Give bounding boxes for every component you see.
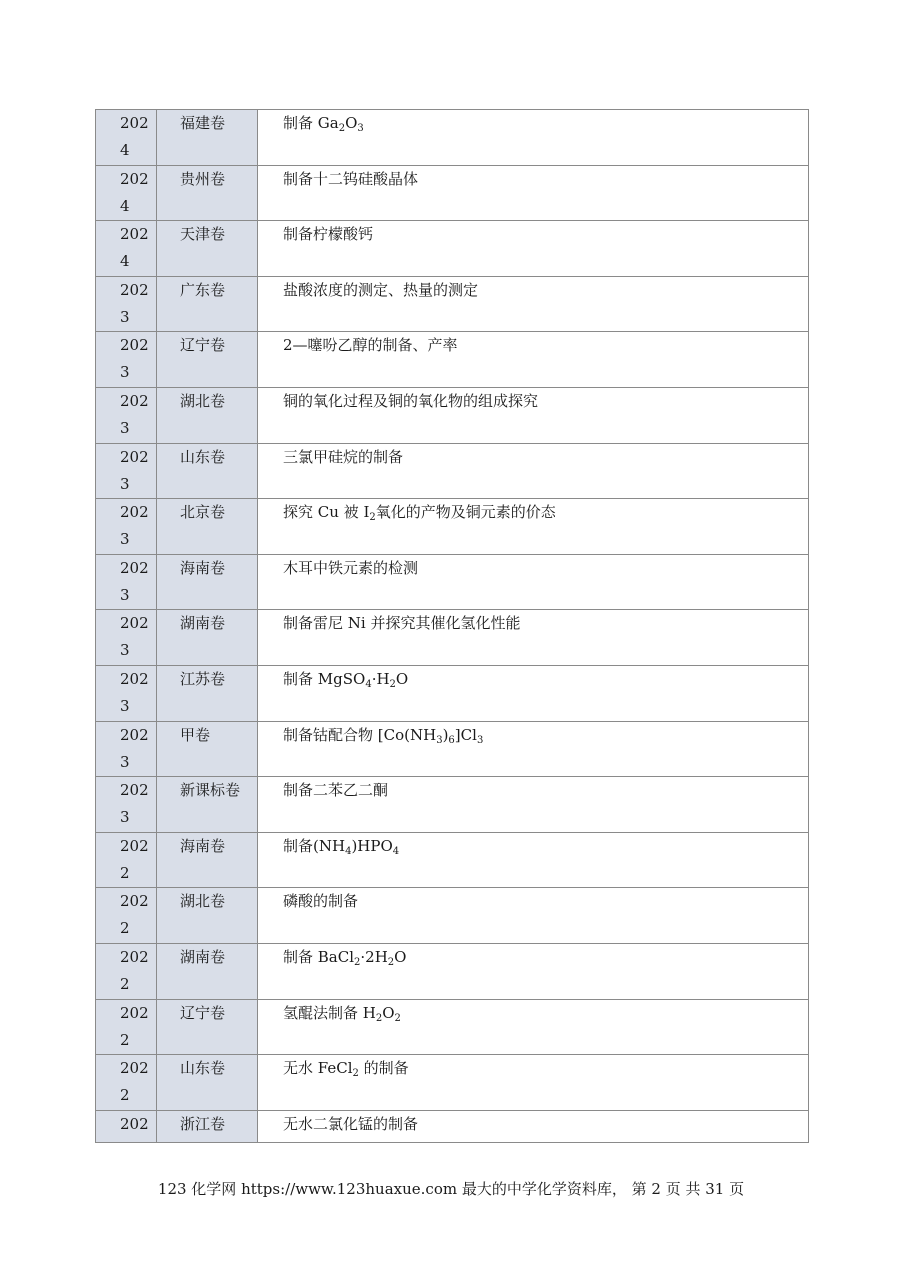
topic-text: 的制备: [358, 1059, 409, 1078]
table-row: [96, 1055, 809, 1111]
table-row: [96, 332, 809, 388]
year-cell: [96, 1055, 157, 1111]
year-text: 2022: [120, 892, 149, 938]
topic-text: 氧化的产物及铜元素的价态: [375, 503, 556, 522]
year-text: 2022: [120, 836, 149, 882]
year-text: 2024: [120, 114, 149, 159]
year-cell: [96, 832, 157, 888]
topic-subscript: 4: [345, 845, 352, 857]
year-text: 2023: [120, 669, 149, 715]
topic-subscript: 3: [357, 123, 364, 134]
table-row: [96, 832, 809, 888]
topic-cell: [258, 387, 809, 443]
topic-subscript: 3: [476, 734, 484, 746]
year-cell: [96, 554, 157, 610]
topic-subscript: 4: [365, 678, 372, 690]
table-row: [96, 221, 809, 277]
topic-text: O: [394, 947, 407, 966]
topic-text: ·2H: [360, 947, 388, 966]
year-cell: [96, 888, 157, 944]
topic-cell: [258, 554, 809, 610]
exam-paper-cell: 湖北卷: [157, 888, 258, 944]
year-text: 2023: [120, 725, 149, 771]
topic-text: 盐酸浓度的测定、热量的测定: [283, 280, 479, 299]
topic-text: O: [395, 669, 409, 688]
year-text: 2023: [120, 781, 149, 827]
topic-text: 制备(NH: [283, 836, 346, 855]
topic-text: O: [345, 114, 358, 132]
year-cell: [96, 443, 157, 499]
year-text: 2023: [120, 280, 149, 326]
exam-paper-cell: 北京卷: [157, 499, 258, 555]
topic-cell: [258, 943, 809, 999]
exam-paper-cell: 辽宁卷: [157, 999, 258, 1055]
year-text: 2023: [120, 391, 149, 437]
topic-text: 木耳中铁元素的检测: [283, 558, 419, 577]
topic-text: 三氯甲硅烷的制备: [283, 447, 404, 466]
year-cell: [96, 721, 157, 777]
topic-cell: [258, 165, 809, 221]
year-text: 2023: [120, 336, 149, 382]
topic-cell: [258, 332, 809, 388]
exam-paper-cell: 福建卷: [157, 110, 258, 166]
topic-cell: [258, 777, 809, 833]
table-row: [96, 499, 809, 555]
year-cell: [96, 499, 157, 555]
table-row: [96, 610, 809, 666]
topic-text: 无水二氯化锰的制备: [283, 1114, 419, 1133]
exam-paper-cell: 江苏卷: [157, 665, 258, 721]
year-cell: [96, 276, 157, 332]
topic-subscript: 2: [338, 123, 346, 134]
year-text: 2023: [120, 558, 149, 604]
topic-cell: [258, 110, 809, 166]
year-cell: [96, 221, 157, 277]
topic-cell: [258, 276, 809, 332]
topic-subscript: 6: [448, 734, 455, 746]
topic-text: O: [382, 1003, 395, 1022]
topic-cell: [258, 999, 809, 1055]
topic-text: 探究 Cu 被 I: [283, 503, 370, 522]
exam-paper-cell: 山东卷: [157, 1055, 258, 1111]
exam-paper-cell: 辽宁卷: [157, 332, 258, 388]
topic-text: 磷酸的制备: [283, 892, 359, 911]
table-body: [96, 110, 809, 1143]
topic-text: ]Cl: [454, 725, 477, 744]
exam-paper-cell: 山东卷: [157, 443, 258, 499]
year-text: 202: [120, 1114, 149, 1133]
year-text: 2024: [120, 225, 149, 271]
year-cell: [96, 943, 157, 999]
topic-subscript: 2: [394, 1012, 401, 1024]
topic-cell: [258, 665, 809, 721]
year-text: 2024: [120, 169, 149, 215]
table-row: [96, 888, 809, 944]
topic-subscript: 2: [369, 512, 376, 524]
topic-cell: [258, 1055, 809, 1111]
topic-text: 制备 Ga: [283, 114, 339, 132]
topic-subscript: 2: [354, 956, 361, 968]
topic-text: 铜的氧化过程及铜的氧化物的组成探究: [283, 391, 539, 410]
topic-text: 制备二苯乙二酮: [283, 781, 389, 800]
table-row: [96, 110, 809, 166]
topic-text: 制备雷尼 Ni 并探究其催化氢化性能: [283, 614, 521, 633]
year-text: 2023: [120, 447, 149, 493]
topic-cell: [258, 888, 809, 944]
topic-text: 氢醌法制备 H: [283, 1003, 376, 1022]
year-cell: [96, 332, 157, 388]
table-row: [96, 665, 809, 721]
topic-subscript: 2: [375, 1012, 383, 1024]
topic-text: ): [442, 725, 449, 744]
topic-cell: [258, 610, 809, 666]
table-row: [96, 276, 809, 332]
exam-paper-cell: 甲卷: [157, 721, 258, 777]
table-row: [96, 554, 809, 610]
table-row: [96, 943, 809, 999]
table-row: [96, 165, 809, 221]
exam-paper-cell: 湖南卷: [157, 943, 258, 999]
page-footer: 123 化学网 https://www.123huaxue.com 最大的中学化学资料库， 第 2 页 共 31 页: [157, 1180, 745, 1198]
exam-paper-cell: 天津卷: [157, 221, 258, 277]
table-row: [96, 387, 809, 443]
table-row: [96, 721, 809, 777]
year-text: 2022: [120, 947, 149, 993]
topic-subscript: 2: [389, 678, 396, 690]
topic-text: )HPO: [351, 836, 393, 855]
exam-topic-table: [95, 109, 809, 1143]
topic-cell: [258, 499, 809, 555]
exam-paper-cell: 浙江卷: [157, 1110, 258, 1142]
year-text: 2023: [120, 503, 149, 549]
table-row: [96, 999, 809, 1055]
year-cell: [96, 777, 157, 833]
exam-paper-cell: 广东卷: [157, 276, 258, 332]
topic-text: 2—噻吩乙醇的制备、产率: [283, 336, 458, 355]
topic-subscript: 2: [352, 1068, 359, 1080]
topic-text: 制备十二钨硅酸晶体: [283, 169, 419, 188]
year-cell: [96, 610, 157, 666]
exam-paper-cell: 新课标卷: [157, 777, 258, 833]
year-cell: [96, 165, 157, 221]
topic-cell: [258, 443, 809, 499]
topic-cell: [258, 1110, 809, 1142]
year-cell: [96, 665, 157, 721]
topic-text: ·H: [371, 669, 390, 688]
year-cell: [96, 110, 157, 166]
topic-cell: [258, 221, 809, 277]
topic-cell: [258, 832, 809, 888]
topic-subscript: 4: [392, 845, 400, 857]
exam-paper-cell: 湖北卷: [157, 387, 258, 443]
table-row: [96, 777, 809, 833]
topic-text: 制备钴配合物 [Co(NH: [283, 725, 437, 744]
exam-paper-cell: 贵州卷: [157, 165, 258, 221]
year-text: 2022: [120, 1059, 149, 1105]
topic-subscript: 3: [436, 734, 443, 746]
exam-paper-cell: 湖南卷: [157, 610, 258, 666]
exam-paper-cell: 海南卷: [157, 832, 258, 888]
year-text: 2022: [120, 1003, 149, 1049]
topic-cell: [258, 721, 809, 777]
topic-subscript: 2: [387, 956, 395, 968]
table-row: [96, 1110, 809, 1142]
topic-text: 制备 BaCl: [283, 947, 355, 966]
topic-text: 制备柠檬酸钙: [283, 225, 374, 244]
year-text: 2023: [120, 614, 149, 660]
year-cell: [96, 387, 157, 443]
table-row: [96, 443, 809, 499]
topic-text: 无水 FeCl: [283, 1059, 353, 1078]
year-cell: [96, 1110, 157, 1142]
year-cell: [96, 999, 157, 1055]
topic-text: 制备 MgSO: [283, 669, 366, 688]
exam-paper-cell: 海南卷: [157, 554, 258, 610]
